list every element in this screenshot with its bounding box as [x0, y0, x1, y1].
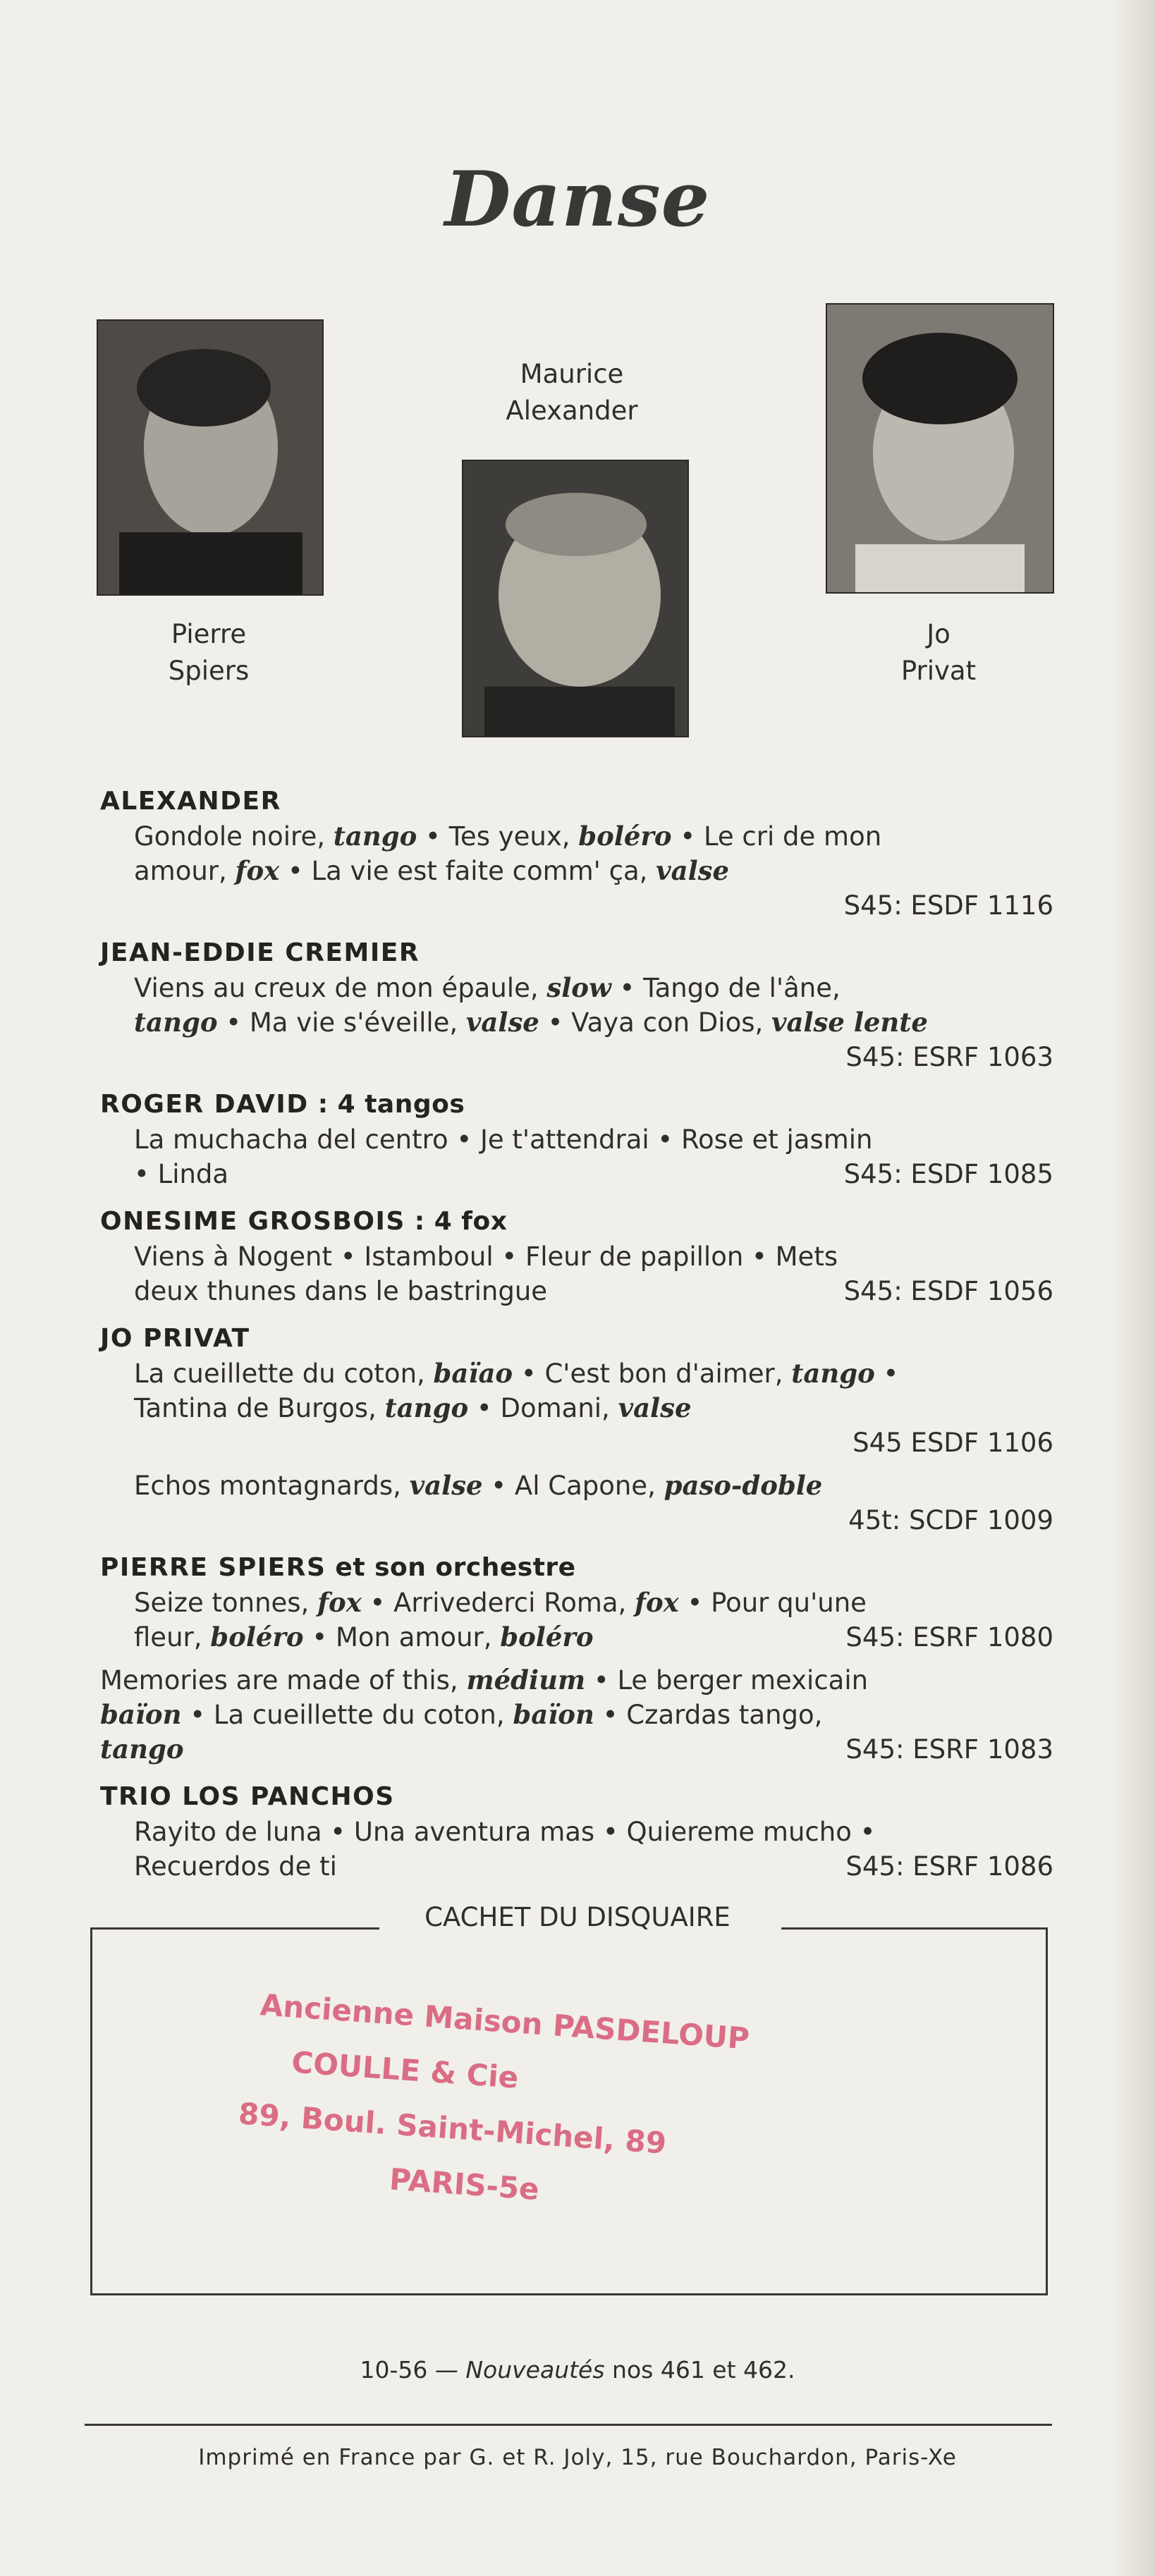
entry-jean-eddie-cremier	[100, 936, 1053, 1074]
track-list	[100, 1815, 1053, 1884]
track-line	[134, 819, 1053, 854]
release-note	[0, 2356, 1155, 2384]
genre: baïon	[100, 1699, 182, 1730]
stamp-line: COULLE & Cie	[290, 2044, 520, 2095]
catalog-number: S45: ESDF 1056	[843, 1276, 1053, 1306]
genre: fox	[235, 855, 280, 886]
catalog-number: S45: ESRF 1083	[845, 1734, 1053, 1765]
caption-line: Alexander	[506, 395, 638, 426]
genre: fox	[317, 1587, 362, 1618]
track-title: Viens au creux de mon épaule,	[134, 973, 547, 1003]
track-title: • C'est bon d'aimer,	[513, 1358, 792, 1389]
track-list	[100, 971, 1053, 1074]
artist-subtitle: et son orchestre	[326, 1553, 576, 1582]
track-line	[134, 1391, 1053, 1425]
track-title: Seize tonnes,	[134, 1588, 318, 1618]
photo-jo-privat	[826, 303, 1054, 594]
track-line	[134, 1157, 1053, 1191]
catalog-number: S45: ESDF 1085	[843, 1159, 1053, 1189]
track-list	[100, 1239, 1053, 1308]
track-title: • Vaya con Dios,	[539, 1007, 772, 1038]
track-title: Echos montagnards,	[134, 1471, 410, 1501]
entry-onesime-grosbois	[100, 1204, 1053, 1308]
entry-alexander	[100, 784, 1053, 923]
genre: boléro	[578, 821, 672, 852]
track-line	[100, 1698, 1053, 1732]
note-date: 10-56 —	[360, 2356, 466, 2384]
track-title: • Ma vie s'éveille,	[217, 1007, 466, 1038]
stamp-line: PARIS-5e	[388, 2161, 541, 2207]
genre: slow	[546, 972, 611, 1003]
genre: fox	[635, 1587, 679, 1618]
track-line	[134, 1468, 1053, 1503]
stamp-box-label	[0, 1902, 1155, 1932]
note-numbers: nos 461 et 462.	[604, 2356, 795, 2384]
track-line	[134, 1849, 1053, 1884]
track-title: deux thunes dans le bastringue	[134, 1276, 548, 1306]
genre: valse	[409, 1470, 483, 1501]
artist-subtitle: : 4 tangos	[308, 1090, 465, 1119]
track-line	[134, 1586, 1053, 1620]
track-title: • Mon amour,	[303, 1622, 501, 1652]
printer-imprint: Imprimé en France par G. et R. Joly, 15, rue Bouchardon, Paris-Xe	[198, 2445, 957, 2470]
artist-label: ONESIME GROSBOIS	[100, 1207, 405, 1236]
track-list	[100, 1356, 1053, 1538]
entry-trio-los-panchos	[100, 1779, 1053, 1884]
genre: baïon	[513, 1699, 594, 1730]
track-line	[100, 1732, 1053, 1767]
note-label: Nouveautés	[465, 2356, 605, 2384]
genre: tango	[333, 821, 417, 852]
divider	[85, 2424, 1052, 2426]
track-line	[100, 1663, 1053, 1698]
track-title: • Czardas tango,	[594, 1700, 823, 1730]
entry-jo-privat	[100, 1321, 1053, 1538]
genre: valse	[618, 1392, 692, 1423]
artist-label: PIERRE SPIERS	[100, 1553, 326, 1582]
caption-maurice-alexander	[460, 356, 684, 429]
track-title: amour,	[134, 856, 236, 886]
caption-line: Pierre	[171, 619, 247, 649]
entry-roger-david	[100, 1087, 1053, 1191]
track-line: Rayito de luna • Una aventura mas • Quiereme mucho •	[134, 1817, 876, 1847]
track-line	[134, 971, 1053, 1005]
artist-name	[100, 1087, 1053, 1122]
track-title: • Domani,	[468, 1393, 618, 1423]
caption-line: Spiers	[168, 656, 250, 686]
stamp-line: 89, Boul. Saint-Michel, 89	[237, 2096, 668, 2161]
track-title: • Le cri de mon	[671, 821, 882, 852]
artist-label: ROGER DAVID	[100, 1090, 309, 1119]
track-title: • Tes yeux,	[417, 821, 579, 852]
genre: boléro	[500, 1621, 594, 1652]
track-line	[134, 854, 1053, 888]
track-title: • Arrivederci Roma,	[361, 1588, 635, 1618]
track-line: La muchacha del centro • Je t'attendrai • Rose et jasmin	[134, 1124, 873, 1155]
track-title: fleur,	[134, 1622, 211, 1652]
track-line	[134, 1274, 1053, 1308]
genre: tango	[384, 1392, 469, 1423]
track-list	[100, 1122, 1053, 1191]
track-title: Tantina de Burgos,	[134, 1393, 385, 1423]
track-title: La cueillette du coton,	[134, 1358, 434, 1389]
track-title: • Tango de l'âne,	[611, 973, 841, 1003]
photo-pierre-spiers	[97, 319, 324, 596]
artist-name: ALEXANDER	[100, 787, 281, 816]
catalog-number: S45 ESDF 1106	[853, 1428, 1053, 1458]
genre: boléro	[210, 1621, 304, 1652]
caption-line: Maurice	[520, 359, 624, 389]
caption-jo-privat	[826, 616, 1051, 689]
catalog-number: 45t: SCDF 1009	[848, 1505, 1053, 1535]
genre: valse	[656, 855, 730, 886]
entry-pierre-spiers	[100, 1550, 1053, 1767]
genre: valse lente	[771, 1007, 928, 1038]
track-line	[134, 1620, 1053, 1655]
track-title: • Al Capone,	[482, 1471, 664, 1501]
dealer-stamp	[233, 1977, 825, 2236]
caption-pierre-spiers	[97, 616, 321, 689]
track-title: • La cueillette du coton,	[181, 1700, 513, 1730]
track-line	[134, 1005, 1053, 1040]
track-title: • Pour qu'une	[678, 1588, 867, 1618]
track-title: Memories are made of this,	[100, 1665, 467, 1695]
catalog-number: S45: ESRF 1080	[845, 1622, 1053, 1652]
caption-line: Jo	[927, 619, 951, 649]
track-title: • Le berger mexicain	[585, 1665, 869, 1695]
track-list	[100, 1586, 1053, 1767]
artist-subtitle: : 4 fox	[405, 1207, 508, 1236]
genre: tango	[134, 1007, 218, 1038]
catalog-number: S45: ESRF 1086	[845, 1851, 1053, 1882]
record-listing	[100, 784, 1053, 1896]
track-title: • La vie est faite comm' ça,	[279, 856, 656, 886]
artist-name	[100, 1550, 1053, 1586]
genre: paso-doble	[664, 1470, 823, 1501]
catalog-number: S45: ESRF 1063	[845, 1042, 1053, 1072]
genre: tango	[791, 1358, 875, 1389]
track-title: • Linda	[134, 1159, 229, 1189]
photo-maurice-alexander	[462, 460, 689, 737]
genre: baïao	[433, 1358, 513, 1389]
track-line	[134, 1356, 1053, 1391]
artist-name: JEAN-EDDIE CREMIER	[100, 938, 420, 967]
caption-line: Privat	[900, 656, 977, 686]
page-title: Danse	[444, 155, 711, 244]
stamp-line: Ancienne Maison PASDELOUP	[259, 1987, 751, 2056]
track-title: Gondole noire,	[134, 821, 334, 852]
genre: médium	[466, 1664, 586, 1695]
track-list	[100, 819, 1053, 923]
artist-name: JO PRIVAT	[100, 1324, 250, 1353]
track-title: •	[874, 1358, 899, 1389]
track-title: Recuerdos de ti	[134, 1851, 337, 1882]
artist-name	[100, 1204, 1053, 1239]
genre: valse	[465, 1007, 539, 1038]
track-line: Viens à Nogent • Istamboul • Fleur de papillon • Mets	[134, 1241, 838, 1272]
stamp-label-text: CACHET DU DISQUAIRE	[406, 1902, 749, 1932]
artist-name: TRIO LOS PANCHOS	[100, 1782, 395, 1811]
genre: tango	[100, 1734, 184, 1765]
catalog-number: S45: ESDF 1116	[843, 890, 1053, 921]
